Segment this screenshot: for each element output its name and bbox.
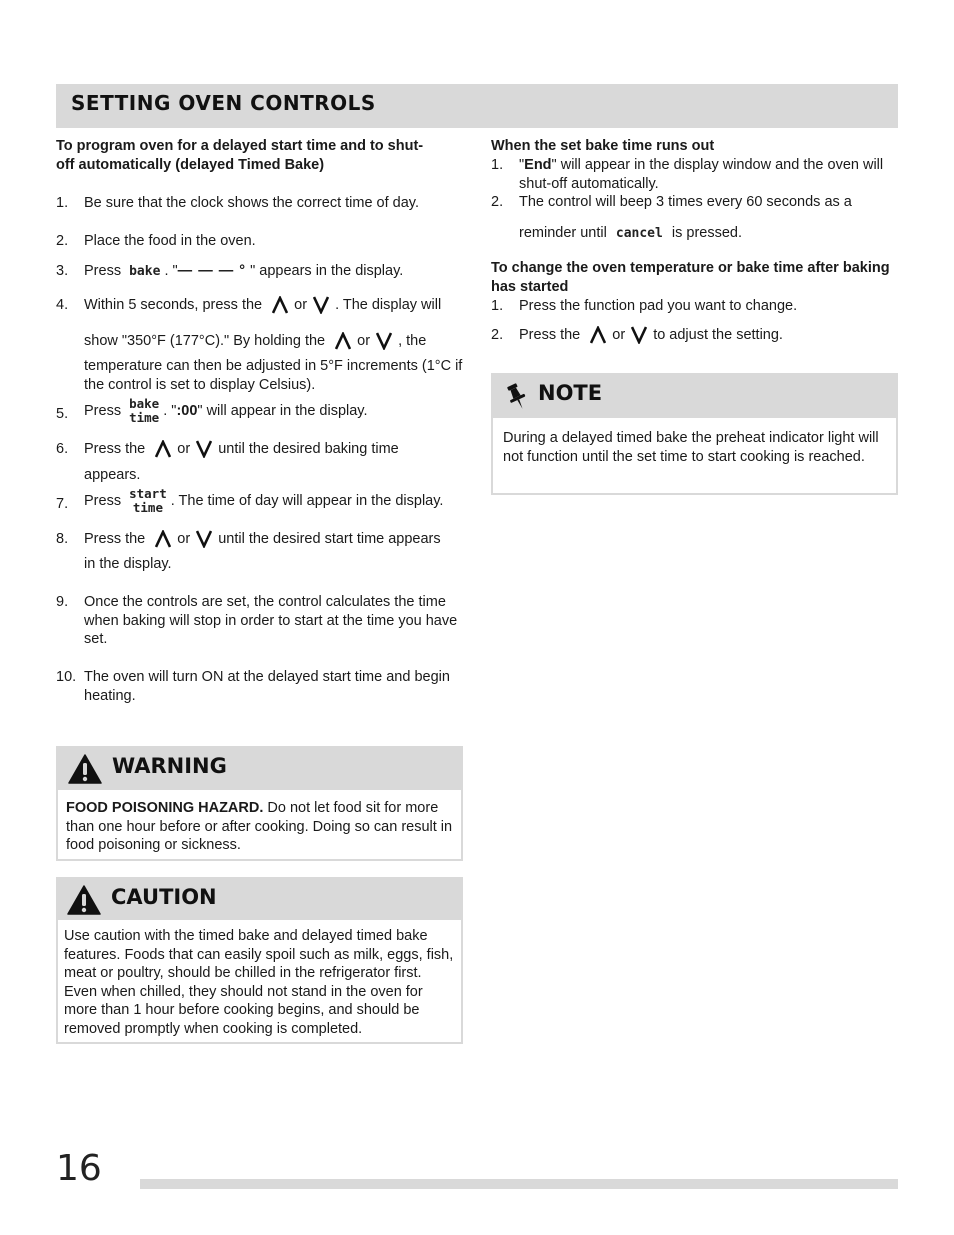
page-title: SETTING OVEN CONTROLS: [71, 91, 376, 115]
step-number: 6.: [56, 441, 69, 457]
step-number: 1.: [491, 298, 504, 314]
chevron-up-icon: [335, 332, 351, 350]
chevron-up-icon: [155, 530, 171, 548]
note-text: During a delayed timed bake the preheat indicator light will not function until the set time to start cooking is reached.: [503, 430, 879, 465]
start-time-key: [129, 487, 167, 515]
bake-time-runs-out-heading: When the set bake time runs out: [491, 138, 715, 154]
step-text-line2-post: is pressed.: [671, 225, 742, 241]
step-text: The control will beep 3 times every 60 seconds as a: [519, 194, 852, 210]
step-text-post: " will appear in the display window and the oven will shut-off automatically.: [519, 157, 884, 192]
step-text-pre: Press: [84, 402, 122, 419]
warning-title: WARNING: [112, 754, 227, 778]
step-text: [519, 326, 898, 345]
chevron-down-icon: [376, 332, 392, 350]
step-text-line2-post: , the: [398, 333, 427, 349]
step-text: Press the function pad you want to change.: [519, 298, 798, 314]
step-text-pre: ": [519, 157, 525, 173]
step-text-post: " will appear in the display.: [197, 402, 368, 419]
step-text-mid: . ": [163, 402, 177, 419]
chevron-up-icon: [272, 296, 288, 314]
step-text: [519, 156, 898, 193]
step-number: 1.: [491, 157, 504, 173]
step-text-line2-pre: reminder until: [519, 225, 607, 241]
key-bottom: time: [129, 410, 160, 425]
step-text-post: " appears in the display.: [250, 263, 404, 279]
or-text: or: [357, 333, 371, 349]
step-number: 5.: [56, 406, 69, 422]
section-header: [56, 84, 898, 128]
step-number: 8.: [56, 531, 69, 547]
key-top: bake: [129, 396, 160, 411]
step-text: [84, 262, 466, 282]
step-text-line2: appears.: [84, 467, 141, 483]
step-text-line2: [519, 224, 898, 244]
pushpin-icon: [505, 382, 529, 418]
step-text-post: to adjust the setting.: [653, 327, 783, 343]
chevron-down-icon: [196, 440, 212, 458]
step-text: [84, 440, 466, 459]
delayed-bake-heading: To program oven for a delayed start time and to shut-off automatically (delayed Timed Bake): [56, 138, 424, 173]
warning-text: Do not let food sit for more than one hour before or after cooking. Doing so can result in food poisoning or sickness.: [66, 800, 453, 853]
or-text: or: [177, 531, 191, 547]
step-number: 7.: [56, 496, 69, 512]
note-title: NOTE: [538, 381, 603, 405]
change-temperature-heading: To change the oven temperature or bake time after baking has started: [491, 260, 890, 295]
chevron-down-icon: [313, 296, 329, 314]
display-value: End: [524, 157, 552, 173]
note-header: [493, 375, 896, 418]
step-text: Be sure that the clock shows the correct time of day.: [84, 195, 419, 211]
cancel-key-label: cancel: [615, 226, 663, 241]
warning-box: [56, 746, 463, 861]
step-text: [84, 487, 466, 515]
caution-header: [58, 879, 461, 920]
chevron-down-icon: [631, 326, 647, 344]
step-number: 4.: [56, 297, 69, 313]
caution-title: CAUTION: [111, 885, 217, 909]
step-text-pre: Press the: [84, 531, 146, 547]
step-text-pre: Press: [84, 492, 122, 509]
warning-bold-text: FOOD POISONING HAZARD.: [66, 800, 264, 816]
caution-text: Use caution with the timed bake and delayed timed bake features. Foods that can easily spoil such as milk, eggs, fish, meat or poultry, should be chilled in the refrigerator first. Even when chilled, they should not stand in the oven for more than 1 hour before cooking begins, and should be removed promptly when cooking is completed.: [64, 928, 454, 1037]
display-dashes: — — — °: [177, 263, 247, 279]
step-number: 9.: [56, 594, 69, 610]
step-text: [84, 530, 466, 549]
step-text-post: until the desired baking time: [218, 441, 399, 457]
step-text-post: . The time of day will appear in the display.: [170, 492, 444, 509]
or-text: or: [294, 297, 308, 313]
step-text-pre: Press the: [519, 327, 581, 343]
warning-body: [66, 799, 457, 855]
step-text: Place the food in the oven.: [84, 233, 256, 249]
caution-box: [56, 877, 463, 1044]
chevron-up-icon: [155, 440, 171, 458]
bake-time-key: [129, 397, 159, 425]
step-text: [84, 296, 466, 315]
step-text-line2-pre: show "350°F (177°C)." By holding the: [84, 333, 326, 349]
step-text-line3: temperature can then be adjusted in 5°F increments (1°C if the control is set to display Celsius).: [84, 358, 463, 393]
warning-triangle-icon: [68, 754, 102, 790]
step-number: 3.: [56, 263, 69, 279]
step-text-pre: Press the: [84, 441, 146, 457]
step-text-post: until the desired start time appears: [218, 531, 441, 547]
step-text-pre: Within 5 seconds, press the: [84, 297, 263, 313]
step-text-pre: Press: [84, 263, 122, 279]
step-text-mid: . ": [164, 263, 178, 279]
step-text-line2: in the display.: [84, 556, 172, 572]
step-number: 1.: [56, 195, 69, 211]
step-text-post: . The display will: [335, 297, 442, 313]
step-text-line2: [84, 332, 466, 351]
page-number: 16: [56, 1148, 102, 1189]
step-text: Once the controls are set, the control calculates the time when baking will stop in order to start at the time you have set.: [84, 594, 458, 647]
step-number: 2.: [491, 327, 504, 343]
step-number: 2.: [56, 233, 69, 249]
step-number: 10.: [56, 669, 77, 685]
note-box: [491, 373, 898, 495]
key-top: start: [129, 486, 167, 501]
chevron-up-icon: [590, 326, 606, 344]
key-bottom: time: [132, 500, 163, 515]
bake-key-label: bake: [129, 264, 161, 279]
display-value: :00: [176, 402, 198, 419]
chevron-down-icon: [196, 530, 212, 548]
step-text: [84, 397, 466, 425]
or-text: or: [612, 327, 626, 343]
footer-divider: [140, 1179, 898, 1189]
step-number: 2.: [491, 194, 504, 210]
step-text: The oven will turn ON at the delayed start time and begin heating.: [84, 669, 450, 704]
or-text: or: [177, 441, 191, 457]
warning-header: [58, 748, 461, 790]
warning-triangle-icon: [67, 885, 101, 921]
